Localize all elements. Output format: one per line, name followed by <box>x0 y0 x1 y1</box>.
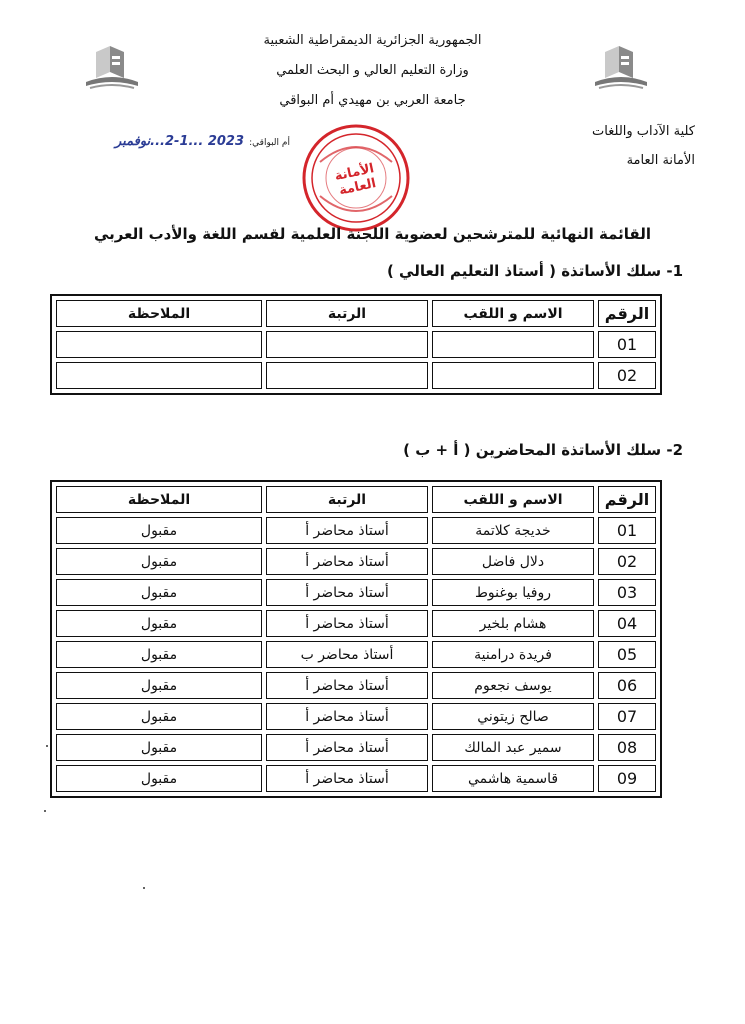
table-row <box>56 765 656 792</box>
cell-remark: مقبول <box>56 703 262 730</box>
column-header-name: الاسم و اللقب <box>432 300 594 327</box>
section2-heading: 2- سلك الأساتذة المحاضرين ( أ + ب ) <box>403 441 683 459</box>
cell-number: 07 <box>598 703 656 730</box>
table-row <box>56 579 656 606</box>
cell-rank <box>266 331 428 358</box>
cell-name: صالح زيتوني <box>432 703 594 730</box>
table-header-row <box>56 486 656 513</box>
cell-rank: أستاذ محاضر أ <box>266 765 428 792</box>
cell-number: 06 <box>598 672 656 699</box>
cell-rank: أستاذ محاضر أ <box>266 548 428 575</box>
cell-remark: مقبول <box>56 641 262 668</box>
table-row <box>56 517 656 544</box>
cell-remark: مقبول <box>56 579 262 606</box>
table-row <box>56 610 656 637</box>
stamp-text: الأمانة العامة <box>333 161 378 199</box>
date-label: أم البواقي: <box>249 138 290 148</box>
cell-number: 01 <box>598 331 656 358</box>
table-row <box>56 734 656 761</box>
cell-number: 01 <box>598 517 656 544</box>
cell-name: فريدة درامنية <box>432 641 594 668</box>
cell-remark: مقبول <box>56 734 262 761</box>
cell-rank: أستاذ محاضر أ <box>266 579 428 606</box>
cell-rank: أستاذ محاضر أ <box>266 703 428 730</box>
column-header-number: الرقم <box>598 300 656 327</box>
university-name: جامعة العربي بن مهيدي أم البواقي <box>279 93 466 108</box>
office-name: الأمانة العامة <box>626 153 695 168</box>
table-row <box>56 703 656 730</box>
table-header-row <box>56 300 656 327</box>
section1-table <box>50 294 662 395</box>
column-header-name: الاسم و اللقب <box>432 486 594 513</box>
cell-remark <box>56 331 262 358</box>
university-logo-left <box>82 42 142 92</box>
faculty-name: كلية الآداب واللغات <box>592 124 695 139</box>
column-header-number: الرقم <box>598 486 656 513</box>
cell-name: خديجة كلاتمة <box>432 517 594 544</box>
cell-name: دلال فاضل <box>432 548 594 575</box>
cell-remark: مقبول <box>56 672 262 699</box>
cell-number: 04 <box>598 610 656 637</box>
date-line <box>110 130 290 149</box>
cell-number: 08 <box>598 734 656 761</box>
ministry-name: وزارة التعليم العالي و البحث العلمي <box>276 63 469 78</box>
table-row <box>56 362 656 389</box>
cell-rank: أستاذ محاضر أ <box>266 610 428 637</box>
column-header-remark: الملاحظة <box>56 300 262 327</box>
section2-table <box>50 480 662 798</box>
cell-number: 02 <box>598 548 656 575</box>
cell-number: 09 <box>598 765 656 792</box>
cell-remark <box>56 362 262 389</box>
cell-remark: مقبول <box>56 610 262 637</box>
cell-rank: أستاذ محاضر أ <box>266 672 428 699</box>
cell-name <box>432 331 594 358</box>
column-header-rank: الرتبة <box>266 486 428 513</box>
cell-remark: مقبول <box>56 765 262 792</box>
cell-rank <box>266 362 428 389</box>
cell-number: 02 <box>598 362 656 389</box>
cell-name <box>432 362 594 389</box>
cell-name: سمير عبد المالك <box>432 734 594 761</box>
cell-remark: مقبول <box>56 548 262 575</box>
table-row <box>56 672 656 699</box>
section1-heading: 1- سلك الأساتذة ( أستاذ التعليم العالي ) <box>386 262 683 280</box>
column-header-remark: الملاحظة <box>56 486 262 513</box>
page-title: القائمة النهائية للمترشحين لعضوية اللجنة العلمية لقسم اللغة والأدب العربي <box>94 225 651 243</box>
scan-speck <box>44 810 46 812</box>
scan-speck <box>46 745 48 747</box>
cell-name: هشام بلخير <box>432 610 594 637</box>
republic-name: الجمهورية الجزائرية الديمقراطية الشعبية <box>263 33 482 48</box>
cell-name: روفيا بوغنوط <box>432 579 594 606</box>
column-header-rank: الرتبة <box>266 300 428 327</box>
date-value: 2023 ...1-2...نوفمبر <box>115 134 245 149</box>
cell-name: قاسمية هاشمي <box>432 765 594 792</box>
cell-name: يوسف نجعوم <box>432 672 594 699</box>
cell-rank: أستاذ محاضر ب <box>266 641 428 668</box>
table-row <box>56 331 656 358</box>
cell-rank: أستاذ محاضر أ <box>266 517 428 544</box>
scan-speck <box>143 887 145 889</box>
cell-number: 03 <box>598 579 656 606</box>
university-logo-right <box>591 42 651 92</box>
cell-number: 05 <box>598 641 656 668</box>
cell-rank: أستاذ محاضر أ <box>266 734 428 761</box>
table-row <box>56 548 656 575</box>
table-row <box>56 641 656 668</box>
cell-remark: مقبول <box>56 517 262 544</box>
